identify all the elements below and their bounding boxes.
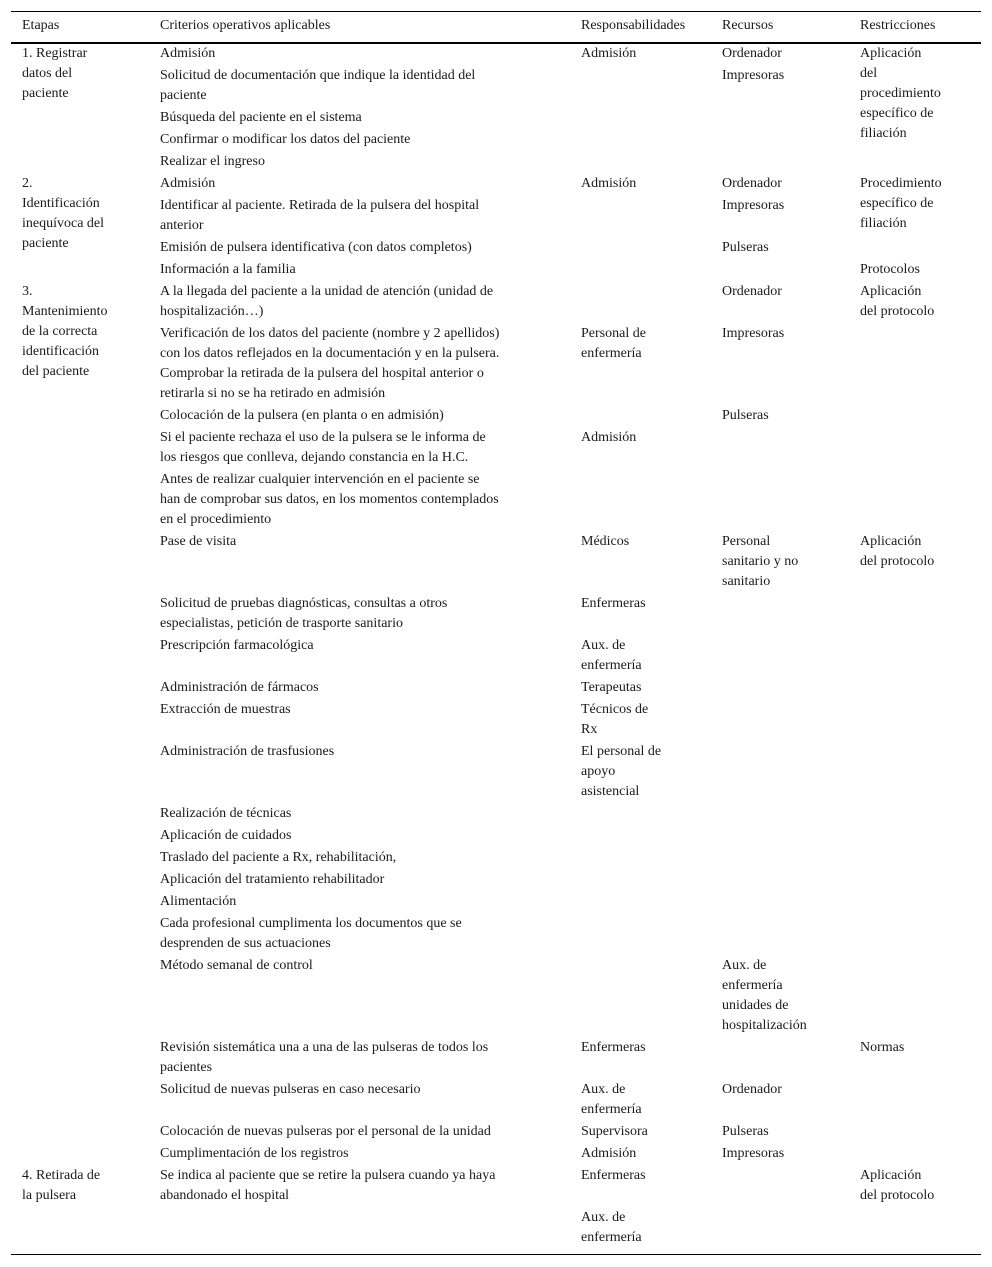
stage-cell-line: 1. Registrar xyxy=(22,46,88,61)
criterion-cell-line: Colocación de nuevas pulseras por el personal de la unidad xyxy=(160,1124,491,1139)
criterion-cell-line: Administración de trasfusiones xyxy=(160,744,335,759)
responsibility-cell-line: Técnicos de xyxy=(581,702,649,717)
stage-cell-line: 3. xyxy=(22,284,33,299)
criterion-cell-line: Traslado del paciente a Rx, rehabilitación, xyxy=(160,850,397,865)
criterion-cell-line: Prescripción farmacológica xyxy=(160,638,314,653)
restriction-cell-line: Normas xyxy=(860,1040,905,1055)
restriction-cell-line: Protocolos xyxy=(860,262,920,277)
criterion-cell-line: Admisión xyxy=(160,46,216,61)
resource-cell-line: Aux. de xyxy=(722,958,767,973)
table-bottom-rule xyxy=(11,1254,981,1255)
criterion-cell-line: especialistas, petición de trasporte sanitario xyxy=(160,616,403,631)
restriction-cell-line: del xyxy=(860,66,878,81)
resource-cell-line: Pulseras xyxy=(722,240,769,255)
responsibility-cell-line: enfermería xyxy=(581,1102,642,1117)
stage-cell-line: paciente xyxy=(22,236,69,251)
restriction-cell-line: Aplicación xyxy=(860,46,922,61)
resource-cell-line: hospitalización xyxy=(722,1018,807,1033)
resource-cell-line: Impresoras xyxy=(722,68,785,83)
criterion-cell-line: Administración de fármacos xyxy=(160,680,319,695)
criterion-cell-line: A la llegada del paciente a la unidad de atención (unidad de xyxy=(160,284,494,299)
criterion-cell-line: Realizar el ingreso xyxy=(160,154,265,169)
restriction-cell-line: Aplicación xyxy=(860,1168,922,1183)
responsibility-cell-line: Enfermeras xyxy=(581,1168,646,1183)
restriction-cell-line: Procedimiento xyxy=(860,176,942,191)
criterion-cell-line: Extracción de muestras xyxy=(160,702,291,717)
criterion-cell-line: Admisión xyxy=(160,176,216,191)
criterion-cell-line: Realización de técnicas xyxy=(160,806,292,821)
criterion-cell-line: Aplicación de cuidados xyxy=(160,828,292,843)
responsibility-cell-line: enfermería xyxy=(581,346,642,361)
responsibility-cell-line: Rx xyxy=(581,722,598,737)
responsibility-cell-line: Supervisora xyxy=(581,1124,648,1139)
responsibility-cell-line: Enfermeras xyxy=(581,1040,646,1055)
table-header-rule xyxy=(11,42,981,44)
column-header: Responsabilidades xyxy=(581,18,686,33)
table-top-rule xyxy=(11,11,981,12)
criterion-cell-line: Confirmar o modificar los datos del paciente xyxy=(160,132,411,147)
criterion-cell-line: en el procedimiento xyxy=(160,512,272,527)
stage-cell-line: 4. Retirada de xyxy=(22,1168,101,1183)
criterion-cell-line: Aplicación del tratamiento rehabilitador xyxy=(160,872,385,887)
responsibility-cell-line: Admisión xyxy=(581,430,637,445)
stage-cell-line: Identificación xyxy=(22,196,100,211)
criterion-cell-line: retirarla si no se ha retirado en admisión xyxy=(160,386,386,401)
criterion-cell-line: Antes de realizar cualquier intervención en el paciente se xyxy=(160,472,480,487)
restriction-cell-line: filiación xyxy=(860,216,907,231)
resource-cell-line: sanitario y no xyxy=(722,554,799,569)
restriction-cell-line: Aplicación xyxy=(860,534,922,549)
column-header: Criterios operativos aplicables xyxy=(160,18,331,33)
responsibility-cell-line: Personal de xyxy=(581,326,646,341)
responsibility-cell-line: Aux. de xyxy=(581,1082,626,1097)
criterion-cell-line: Información a la familia xyxy=(160,262,296,277)
restriction-cell-line: procedimiento xyxy=(860,86,941,101)
stage-cell-line: 2. xyxy=(22,176,33,191)
restriction-cell-line: del protocolo xyxy=(860,304,935,319)
column-header: Restricciones xyxy=(860,18,936,33)
resource-cell-line: Impresoras xyxy=(722,1146,785,1161)
restriction-cell-line: Aplicación xyxy=(860,284,922,299)
criterion-cell-line: con los datos reflejados en la documentación y en la pulsera. xyxy=(160,346,500,361)
stage-cell-line: inequívoca del xyxy=(22,216,105,231)
criterion-cell-line: Comprobar la retirada de la pulsera del hospital anterior o xyxy=(160,366,484,381)
responsibility-cell-line: Aux. de xyxy=(581,638,626,653)
resource-cell-line: Pulseras xyxy=(722,408,769,423)
criterion-cell-line: hospitalización…) xyxy=(160,304,264,319)
resource-cell-line: Ordenador xyxy=(722,284,782,299)
criterion-cell-line: Si el paciente rechaza el uso de la pulsera se le informa de xyxy=(160,430,486,445)
criterion-cell-line: los riesgos que conlleva, dejando constancia en la H.C. xyxy=(160,450,469,465)
responsibility-cell-line: Aux. de xyxy=(581,1210,626,1225)
criterion-cell-line: anterior xyxy=(160,218,204,233)
responsibility-cell-line: Médicos xyxy=(581,534,630,549)
resource-cell-line: Personal xyxy=(722,534,771,549)
responsibility-cell-line: asistencial xyxy=(581,784,640,799)
resource-cell-line: Ordenador xyxy=(722,1082,782,1097)
criterion-cell-line: Alimentación xyxy=(160,894,237,909)
criterion-cell-line: pacientes xyxy=(160,1060,213,1075)
criterion-cell-line: Método semanal de control xyxy=(160,958,313,973)
responsibility-cell-line: enfermería xyxy=(581,658,642,673)
restriction-cell-line: filiación xyxy=(860,126,907,141)
criterion-cell-line: paciente xyxy=(160,88,207,103)
responsibility-cell-line: Terapeutas xyxy=(581,680,642,695)
stage-cell-line: del paciente xyxy=(22,364,90,379)
criterion-cell-line: Se indica al paciente que se retire la pulsera cuando ya haya xyxy=(160,1168,496,1183)
resource-cell-line: enfermería xyxy=(722,978,783,993)
criterion-cell-line: Pase de visita xyxy=(160,534,237,549)
responsibility-cell-line: Admisión xyxy=(581,1146,637,1161)
stage-cell-line: identificación xyxy=(22,344,99,359)
criterion-cell-line: Solicitud de nuevas pulseras en caso necesario xyxy=(160,1082,421,1097)
criterion-cell-line: Cada profesional cumplimenta los documentos que se xyxy=(160,916,462,931)
column-header: Etapas xyxy=(22,18,60,33)
criterion-cell-line: Identificar al paciente. Retirada de la pulsera del hospital xyxy=(160,198,480,213)
restriction-cell-line: específico de xyxy=(860,196,934,211)
resource-cell-line: Impresoras xyxy=(722,326,785,341)
stage-cell-line: paciente xyxy=(22,86,69,101)
responsibility-cell-line: Admisión xyxy=(581,176,637,191)
criterion-cell-line: Colocación de la pulsera (en planta o en admisión) xyxy=(160,408,444,423)
restriction-cell-line: del protocolo xyxy=(860,1188,935,1203)
resource-cell-line: sanitario xyxy=(722,574,771,589)
column-header: Recursos xyxy=(722,18,774,33)
criterion-cell-line: desprenden de sus actuaciones xyxy=(160,936,331,951)
stage-cell-line: la pulsera xyxy=(22,1188,77,1203)
criterion-cell-line: abandonado el hospital xyxy=(160,1188,290,1203)
resource-cell-line: Ordenador xyxy=(722,46,782,61)
stage-cell-line: datos del xyxy=(22,66,73,81)
responsibility-cell-line: apoyo xyxy=(581,764,616,779)
responsibility-cell-line: El personal de xyxy=(581,744,662,759)
criterion-cell-line: Cumplimentación de los registros xyxy=(160,1146,349,1161)
criterion-cell-line: Revisión sistemática una a una de las pulseras de todos los xyxy=(160,1040,489,1055)
criterion-cell-line: han de comprobar sus datos, en los momentos contemplados xyxy=(160,492,499,507)
criterion-cell-line: Verificación de los datos del paciente (nombre y 2 apellidos) xyxy=(160,326,500,341)
resource-cell-line: Ordenador xyxy=(722,176,782,191)
responsibility-cell-line: enfermería xyxy=(581,1230,642,1245)
restriction-cell-line: del protocolo xyxy=(860,554,935,569)
restriction-cell-line: específico de xyxy=(860,106,934,121)
resource-cell-line: Impresoras xyxy=(722,198,785,213)
resource-cell-line: unidades de xyxy=(722,998,789,1013)
criterion-cell-line: Solicitud de documentación que indique la identidad del xyxy=(160,68,476,83)
criterion-cell-line: Búsqueda del paciente en el sistema xyxy=(160,110,362,125)
stage-cell-line: Mantenimiento xyxy=(22,304,108,319)
responsibility-cell-line: Enfermeras xyxy=(581,596,646,611)
stage-cell-line: de la correcta xyxy=(22,324,98,339)
criterion-cell-line: Solicitud de pruebas diagnósticas, consultas a otros xyxy=(160,596,448,611)
responsibility-cell-line: Admisión xyxy=(581,46,637,61)
criterion-cell-line: Emisión de pulsera identificativa (con datos completos) xyxy=(160,240,472,255)
resource-cell-line: Pulseras xyxy=(722,1124,769,1139)
